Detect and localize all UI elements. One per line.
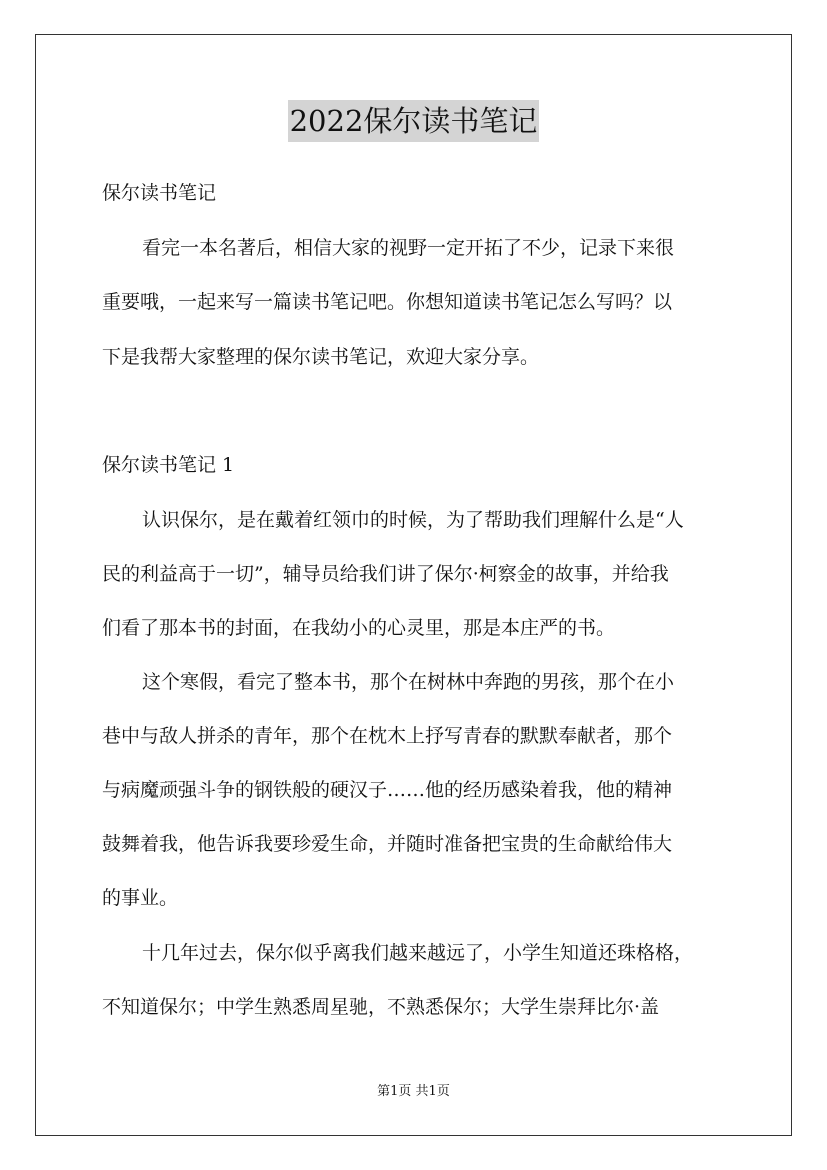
paragraph3-line-1: 十几年过去，保尔似乎离我们越来越远了，小学生知道还珠格格， bbox=[142, 942, 694, 964]
paragraph2-line-2: 巷中与敌人拼杀的青年，那个在枕木上抒写青春的默默奉献者，那个 bbox=[102, 725, 673, 747]
paragraph2-line-3: 与病魔顽强斗争的钢铁般的硬汉子……他的经历感染着我，他的精神 bbox=[102, 779, 673, 801]
intro-line-2: 重要哦，一起来写一篇读书笔记吧。你想知道读书笔记怎么写吗？以 bbox=[102, 291, 673, 313]
paragraph2-line-4: 鼓舞着我，他告诉我要珍爱生命，并随时准备把宝贵的生命献给伟大 bbox=[102, 833, 673, 855]
intro-line-1: 看完一本名著后，相信大家的视野一定开拓了不少，记录下来很 bbox=[142, 237, 675, 259]
document-subtitle: 保尔读书笔记 bbox=[102, 182, 217, 204]
paragraph3-line-2: 不知道保尔；中学生熟悉周星驰，不熟悉保尔；大学生崇拜比尔·盖 bbox=[102, 996, 660, 1018]
page-footer: 第1页 共1页 bbox=[377, 1084, 450, 1099]
paragraph2-line-5: 的事业。 bbox=[102, 887, 179, 909]
intro-line-3: 下是我帮大家整理的保尔读书笔记，欢迎大家分享。 bbox=[102, 346, 540, 368]
document-title: 2022保尔读书笔记 bbox=[288, 100, 540, 142]
section-heading: 保尔读书笔记 1 bbox=[102, 454, 235, 476]
paragraph2-line-1: 这个寒假，看完了整本书，那个在树林中奔跑的男孩，那个在小 bbox=[142, 671, 675, 693]
title-container bbox=[0, 100, 827, 142]
paragraph1-line-1: 认识保尔，是在戴着红领巾的时候，为了帮助我们理解什么是“人 bbox=[142, 509, 684, 531]
paragraph1-line-3: 们看了那本书的封面，在我幼小的心灵里，那是本庄严的书。 bbox=[102, 617, 616, 639]
paragraph1-line-2: 民的利益高于一切”，辅导员给我们讲了保尔·柯察金的故事，并给我 bbox=[102, 563, 669, 585]
